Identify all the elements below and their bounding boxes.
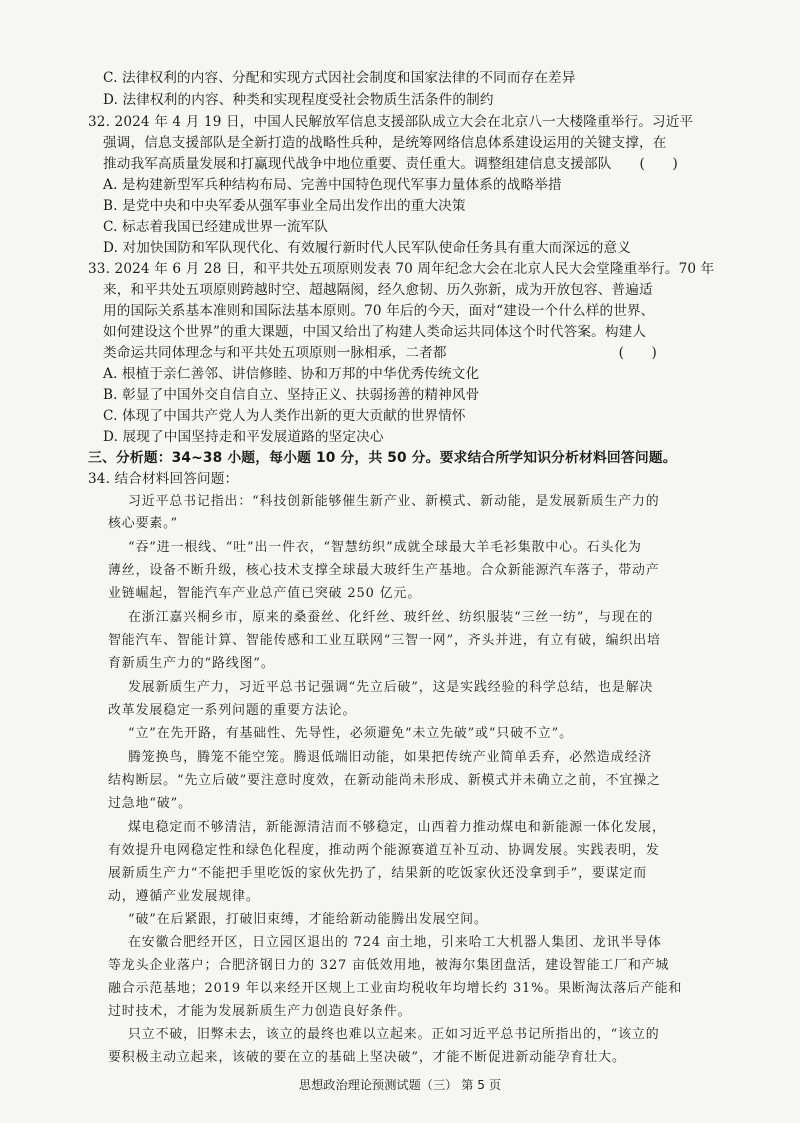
material-paragraph: 在浙江嘉兴桐乡市，原来的桑蚕丝、化纤丝、玻纤丝、纺织服装“三丝一纺”，与现在的 [128,610,654,625]
q33-answer-blank: ( ) [618,345,657,361]
material-paragraph: 习近平总书记指出：“科技创新能够催生新产业、新模式、新动能，是发展新质生产力的 [128,494,660,509]
material-line: 动，遵循产业发展规律。 [108,889,260,904]
q33-option-b: B. 彰显了中国外交自信自立、坚持正义、扶弱扬善的精神风骨 [103,387,480,403]
q33-stem-line2: 来，和平共处五项原则跨越时空、超越隔阂，经久愈韧、历久弥新，成为开放包容、普遍适 [103,282,653,298]
material-paragraph: “破”在后紧跟，打破旧束缚，才能给新动能腾出发展空间。 [128,912,488,927]
q33-stem-line4: 如何建设这个世界”的重大课题，中国又给出了构建人类命运共同体这个时代答案。构建人 [103,324,647,340]
q32-option-a: A. 是构建新型军兵种结构布局、完善中国特色现代军事力量体系的战略举措 [103,177,562,193]
q34-stem: 34. 结合材料回答问题： [88,471,239,487]
material-line: 育新质生产力的“路线图”。 [108,656,275,671]
material-paragraph: 发展新质生产力，习近平总书记强调“先立后破”，这是实践经验的科学总结，也是解决 [128,680,654,695]
q33-stem-line1: 33. 2024 年 6 月 28 日，和平共处五项原则发表 70 周年纪念大会在北京人民大会堂隆重举行。70 年 [88,261,715,277]
material-paragraph: “立”在先开路，有基础性、先导性，必须避免“未立先破”或“只破不立”。 [128,726,573,741]
q32-stem-line2: 强调，信息支援部队是全新打造的战略性兵种，是统筹网络信息体系建设运用的关键支撑，在 [103,135,667,151]
material-line: 融合示范基地；2019 年以来经开区规上工业亩均税收年均增长约 31%。果断淘汰落后产能和 [108,981,683,996]
material-paragraph: 只立不破，旧弊未去，该立的最终也难以立起来。正如习近平总书记所指出的，“该立的 [128,1027,660,1042]
material-line: 结构断层。“先立后破”要注意时度效，在新动能尚未形成、新模式并未确立之前，不宜操之 [108,773,661,788]
q33-stem-line5 [103,343,657,363]
material-paragraph: “吞”进一根线、“吐”出一件衣，“智慧纺织”成就全球最大羊毛衫集散中心。石头化为 [128,540,642,555]
material-line: 智能汽车、智能计算、智能传感和工业互联网“三智一网”，齐头并进，有立有破，编织出培 [108,633,661,648]
q32-option-d: D. 对加快国防和军队现代化、有效履行新时代人民军队使命任务具有重大而深远的意义 [103,240,632,256]
material-line: 等龙头企业落户；合肥济钢日力的 327 亩低效用地，被海尔集团盘活，建设智能工厂和产城 [108,958,670,973]
material-paragraph: 在安徽合肥经开区，日立园区退出的 724 亩土地，引来哈工大机器人集团、龙讯半导体 [128,935,662,950]
q31-option-c: C. 法律权利的内容、分配和实现方式因社会制度和国家法律的不同而存在差异 [103,70,576,86]
q31-option-d: D. 法律权利的内容、种类和实现程度受社会物质生活条件的制约 [103,92,494,108]
q32-answer-blank: ( ) [639,156,678,172]
material-line: 薄丝，设备不断升级，核心技术支撑全球最大玻纤生产基地。合众新能源汽车落子，带动产 [108,563,660,578]
material-paragraph: 腾笼换鸟，腾笼不能空笼。腾退低端旧动能，如果把传统产业简单丢弃，必然造成经济 [128,750,653,765]
material-paragraph: 煤电稳定而不够清洁，新能源清洁而不够稳定，山西着力推动煤电和新能源一体化发展， [128,820,666,835]
q32-stem-text: 推动我军高质量发展和打赢现代战争中地位重要、责任重大。调整组建信息支援部队 [103,156,612,172]
material-line: 业链崛起，智能汽车产业总产值已突破 250 亿元。 [108,586,422,601]
q33-option-d: D. 展现了中国坚持走和平发展道路的坚定决心 [103,429,384,445]
q33-stem-text: 类命运共同体理念与和平共处五项原则一脉相承，二者都 [103,345,447,361]
q33-stem-line3: 用的国际关系基本准则和国际法基本原则。70 年后的今天，面对“建设一个什么样的世界、 [103,303,655,319]
material-line: 展新质生产力“不能把手里吃饭的家伙先扔了，结果新的吃饭家伙还没拿到手”，要谋定而 [108,866,648,881]
page-footer: 思想政治理论预测试题（三） 第 5 页 [298,1078,502,1092]
q32-stem-line3 [103,154,678,174]
q33-option-a: A. 根植于亲仁善邻、讲信修睦、协和万邦的中华优秀传统文化 [103,366,480,382]
material-line: 有效提升电网稳定性和绿色化程度，推动两个能源赛道互补互动、协调发展。实践表明，发 [108,843,660,858]
material-line: 要积极主动立起来，该破的要在立的基础上坚决破”，才能不断促进新动能孕育壮大。 [108,1050,626,1065]
material-line: 改革发展稳定一系列问题的重要方法论。 [108,703,357,718]
q33-option-c: C. 体现了中国共产党人为人类作出新的更大贡献的世界情怀 [103,408,466,424]
q32-stem-line1: 32. 2024 年 4 月 19 日，中国人民解放军信息支援部队成立大会在北京八一大楼隆重举行。习近平 [88,114,694,130]
material-line: 核心要素。” [108,516,178,531]
material-line: 过急地“破”。 [108,796,192,811]
material-line: 过时技术，才能为发展新质生产力创造良好条件。 [108,1004,412,1019]
section-heading-analysis: 三、分析题：34~38 小题，每小题 10 分，共 50 分。要求结合所学知识分析材料回答问题。 [88,450,677,466]
q32-option-c: C. 标志着我国已经建成世界一流军队 [103,219,329,235]
q32-option-b: B. 是党中央和中央军委从强军事业全局出发作出的重大决策 [103,198,466,214]
